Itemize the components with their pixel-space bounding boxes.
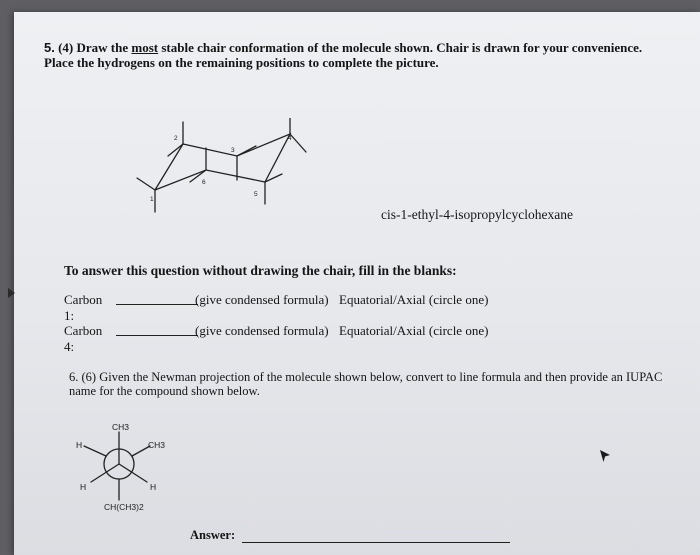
newman-upper-left-label: H — [76, 440, 83, 450]
carbon-1-label: Carbon 1: — [64, 292, 103, 323]
fill-in-instruction: To answer this question without drawing the chair, fill in the blanks: — [64, 263, 457, 278]
q5-points: (4) — [58, 40, 74, 55]
carbon-label-6: 6 — [202, 179, 206, 186]
carbon-label-3: 3 — [231, 147, 235, 154]
page-pointer-icon — [8, 288, 15, 298]
mouse-cursor-icon — [598, 448, 612, 464]
carbon-label-1: 1 — [150, 196, 154, 203]
question-5 — [44, 40, 674, 70]
q6-number: 6. — [69, 370, 79, 384]
carbon-label-5: 5 — [254, 191, 258, 198]
carbon-label-2: 2 — [174, 135, 178, 142]
carbon-4-choice[interactable]: Equatorial/Axial (circle one) — [339, 323, 489, 338]
q5-emphasis: most — [131, 40, 159, 55]
newman-lower-right-label: H — [150, 482, 157, 492]
newman-lower-left-label: H — [80, 482, 87, 492]
newman-bottom-label: CH(CH3)2 — [104, 502, 144, 512]
newman-top-label: CH3 — [112, 422, 130, 432]
newman-upper-right-label: CH3 — [148, 440, 166, 450]
carbon-1-formula-prompt: (give condensed formula) — [195, 292, 329, 307]
q5-number: 5. — [44, 40, 55, 55]
carbon-label-4: 4 — [288, 135, 292, 142]
carbon-4-blank[interactable] — [116, 335, 198, 336]
q6-text: Given the Newman projection of the molecule shown below, convert to line formula and then provide an IUPAC name for the compound shown below. — [69, 370, 663, 398]
answer-label: Answer: — [190, 528, 236, 542]
carbon-1-blank[interactable] — [116, 304, 198, 305]
q6-points: (6) — [81, 370, 97, 384]
molecule-name: cis-1-ethyl-4-isopropylcyclohexane — [381, 207, 573, 222]
carbon-4-formula-prompt: (give condensed formula) — [195, 323, 329, 338]
q5-text-before: Draw the — [76, 40, 129, 55]
question-6 — [69, 370, 669, 398]
carbon-1-choice[interactable]: Equatorial/Axial (circle one) — [339, 292, 489, 307]
carbon-4-label: Carbon 4: — [64, 323, 103, 354]
chair-ring — [155, 134, 290, 190]
q5-text-after: stable chair conformation of the molecule shown. Chair is drawn for your convenience. Place the hydrogens on the remaining positions to complete the picture. — [44, 40, 643, 70]
newman-projection — [70, 418, 190, 522]
answer-field[interactable] — [242, 542, 510, 543]
chair-conformation-diagram — [130, 118, 320, 218]
